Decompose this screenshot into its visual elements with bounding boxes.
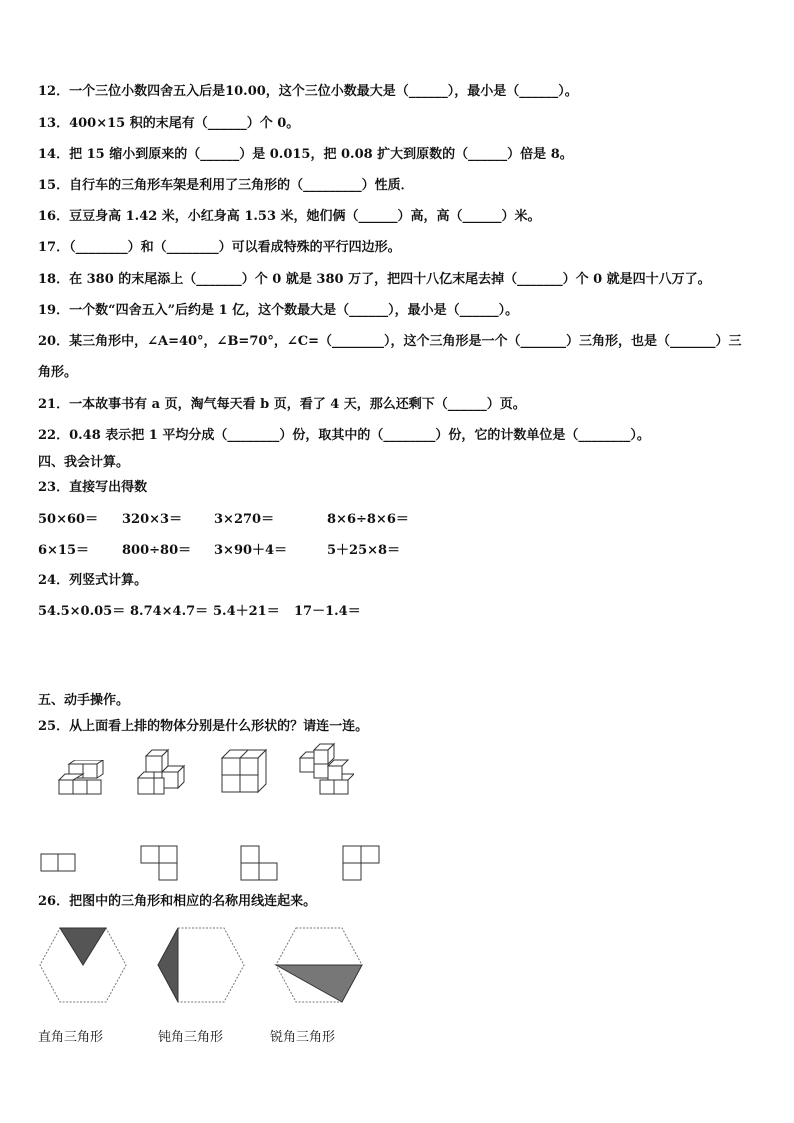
top-view-shape-4	[342, 845, 382, 881]
label-acute-triangle: 锐角三角形	[270, 1030, 336, 1045]
hexagon-acute-triangle-figure	[274, 925, 364, 1005]
calc-item: 5＋25×8＝	[327, 543, 401, 558]
question-16: 16．豆豆身高 1.42 米，小红身高 1.53 米，她们俩（______）高，高（______）米。	[38, 209, 541, 224]
question-14: 14．把 15 缩小到原来的（______）是 0.015，把 0.08 扩大到原数的（______）倍是 8。	[38, 147, 573, 162]
cube-stack-figure-3	[220, 748, 268, 796]
section-5-title: 五、动手操作。	[38, 693, 130, 708]
calc-item: 8×6÷8×6＝	[327, 512, 409, 527]
calc-item: 50×60＝	[38, 512, 99, 527]
question-26: 26．把图中的三角形和相应的名称用线连起来。	[38, 894, 317, 909]
cube-stack-figure-2	[136, 748, 188, 798]
question-25: 25．从上面看上排的物体分别是什么形状的？请连一连。	[38, 719, 369, 734]
question-20-continued: 角形。	[38, 365, 78, 380]
cube-stack-figure-4	[298, 742, 354, 798]
question-21: 21．一本故事书有 a 页，淘气每天看 b 页，看了 4 天，那么还剩下（______）页。	[38, 397, 526, 412]
calc-item: 5.4＋21＝	[213, 604, 280, 619]
question-24: 24．列竖式计算。	[38, 573, 148, 588]
question-20: 20．某三角形中，∠A=40°，∠B=70°，∠C=（________），这个三角形是一个（_______）三角形，也是（_______）三	[38, 334, 742, 349]
calc-item: 3×90＋4＝	[214, 543, 288, 558]
hexagon-obtuse-triangle-figure	[156, 925, 246, 1005]
top-view-shape-3	[240, 845, 280, 881]
calc-item: 320×3＝	[122, 512, 183, 527]
question-23: 23．直接写出得数	[38, 480, 148, 495]
top-view-shape-1	[40, 853, 76, 873]
calc-item: 3×270＝	[214, 512, 275, 527]
label-obtuse-triangle: 钝角三角形	[158, 1030, 224, 1045]
question-19: 19．一个数“四舍五入”后约是 1 亿，这个数最大是（______），最小是（______）。	[38, 303, 519, 318]
section-4-title: 四、我会计算。	[38, 455, 130, 470]
calc-item: 6×15＝	[38, 543, 90, 558]
calc-item: 8.74×4.7＝	[130, 604, 209, 619]
question-13: 13．400×15 积的末尾有（______）个 0。	[38, 116, 300, 131]
question-12: 12．一个三位小数四舍五入后是10.00，这个三位小数最大是（______），最小是（______）。	[38, 84, 578, 99]
question-17: 17．（________）和（________）可以看成特殊的平行四边形。	[38, 240, 401, 255]
top-view-shape-2	[140, 845, 180, 881]
cube-stack-figure-1	[55, 760, 105, 796]
question-22: 22．0.48 表示把 1 平均分成（________）份，取其中的（________）份，它的计数单位是（________）。	[38, 428, 650, 443]
hexagon-right-triangle-figure	[38, 925, 128, 1005]
calc-item: 800÷80＝	[122, 543, 192, 558]
question-18: 18．在 380 的末尾添上（_______）个 0 就是 380 万了，把四十八亿末尾去掉（_______）个 0 就是四十八万了。	[38, 272, 711, 287]
label-right-triangle: 直角三角形	[38, 1030, 104, 1045]
question-15: 15．自行车的三角形车架是利用了三角形的（_________）性质．	[38, 178, 414, 193]
calc-item: 54.5×0.05＝	[38, 604, 126, 619]
calc-item: 17－1.4＝	[294, 604, 361, 619]
